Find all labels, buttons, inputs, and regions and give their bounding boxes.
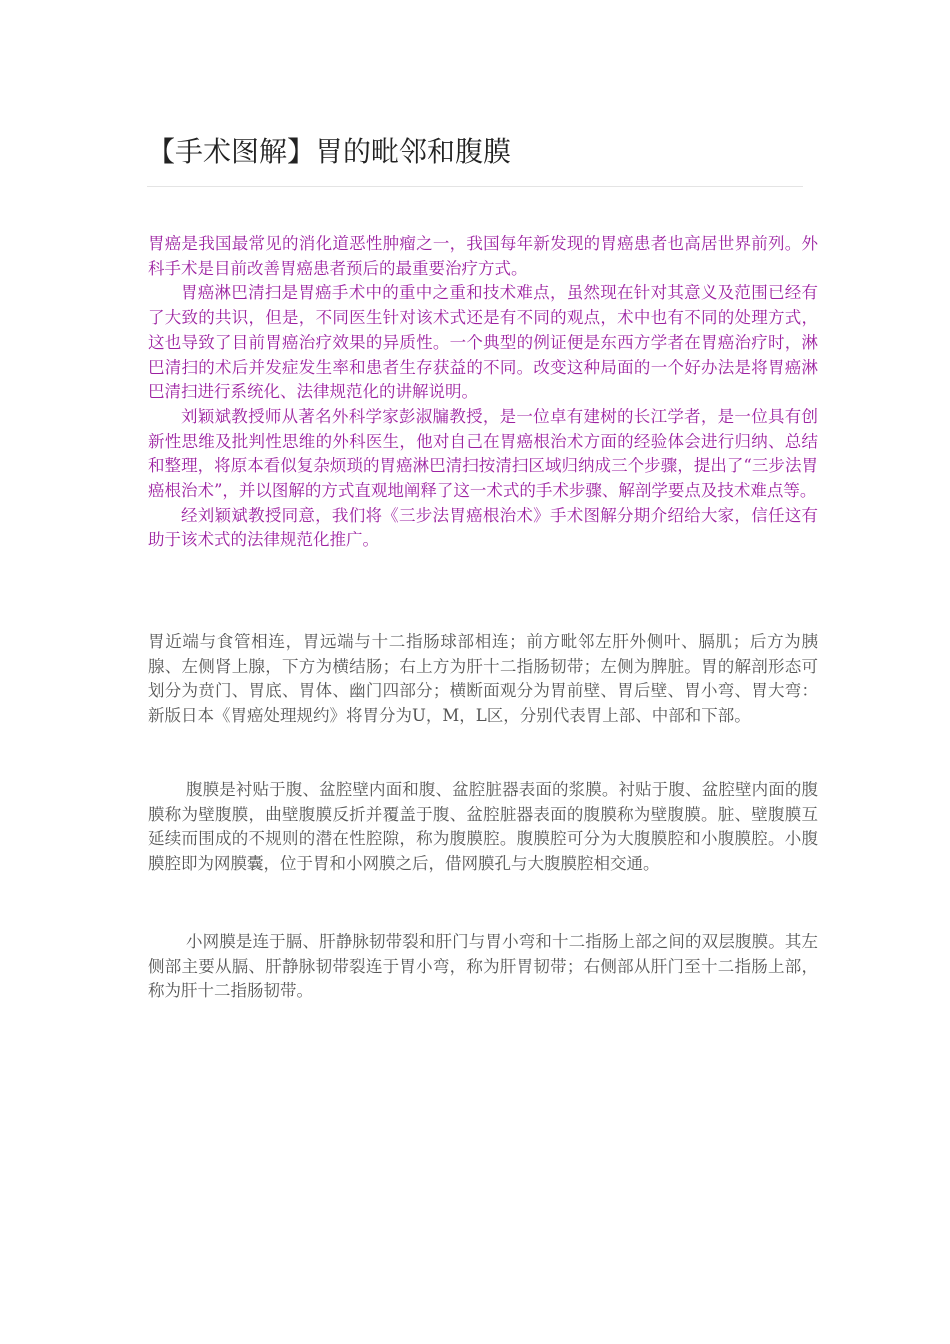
- intro-paragraph-4: 经刘颖斌教授同意，我们将《三步法胃癌根治术》手术图解分期介绍给大家，信任这有助于该术式的法律规范化推广。: [148, 505, 818, 550]
- omentum-paragraph: 小网膜是连于膈、肝静脉韧带裂和肝门与胃小弯和十二指肠上部之间的双层腹膜。其左侧部主要从膈、肝静脉韧带裂连于胃小弯，称为肝胃韧带；右侧部从肝门至十二指肠上部，称为肝十二指肠韧带。: [148, 932, 818, 1001]
- omentum-section: [148, 930, 818, 1004]
- peritoneum-paragraph: 腹膜是衬贴于腹、盆腔壁内面和腹、盆腔脏器表面的浆膜。衬贴于腹、盆腔壁内面的腹膜称为壁腹膜，曲壁腹膜反折并覆盖于腹、盆腔脏器表面的腹膜称为壁腹膜。脏、壁腹膜互延续而围成的不规则的潜在性腔隙，称为腹膜腔。腹膜腔可分为大腹膜腔和小腹膜腔。小腹膜腔即为网膜囊，位于胃和小网膜之后，借网膜孔与大腹膜腔相交通。: [148, 780, 818, 874]
- intro-paragraph-2: 胃癌淋巴清扫是胃癌手术中的重中之重和技术难点，虽然现在针对其意义及范围已经有了大致的共识，但是，不同医生针对该术式还是有不同的观点，术中也有不同的处理方式，这也导致了目前胃癌治疗效果的异质性。一个典型的例证便是东西方学者在胃癌治疗时，淋巴清扫的术后并发症发生率和患者生存获益的不同。改变这种局面的一个好办法是将胃癌淋巴清扫进行系统化、法律规范化的讲解说明。: [148, 283, 818, 402]
- anatomy-paragraph: 胃近端与食管相连，胃远端与十二指肠球部相连；前方毗邻左肝外侧叶、膈肌；后方为胰腺、左侧肾上腺，下方为横结肠；右上方为肝十二指肠韧带；左侧为脾脏。胃的解剖形态可划分为贲门、胃底、胃体、幽门四部分；横断面观分为胃前壁、胃后壁、胃小弯、胃大弯：新版日本《胃癌处理规约》将胃分为U，M，L区，分别代表胃上部、中部和下部。: [148, 632, 818, 726]
- intro-paragraph-3: 刘颖斌教授师从著名外科学家彭淑牖教授，是一位卓有建树的长江学者，是一位具有创新性思维及批判性思维的外科医生，他对自己在胃癌根治术方面的经验体会进行归纳、总结和整理，将原本看似复杂烦琐的胃癌淋巴清扫按清扫区域归纳成三个步骤，提出了“三步法胃癌根治术”，并以图解的方式直观地阐释了这一术式的手术步骤、解剖学要点及技术难点等。: [148, 406, 818, 501]
- anatomy-section: [148, 630, 818, 729]
- intro-section: [148, 232, 818, 553]
- intro-paragraph-1: 胃癌是我国最常见的消化道恶性肿瘤之一，我国每年新发现的胃癌患者也高居世界前列。外科手术是目前改善胃癌患者预后的最重要治疗方式。: [148, 234, 818, 278]
- title-divider: [147, 186, 803, 187]
- article-title: 【手术图解】胃的毗邻和腹膜: [147, 135, 512, 168]
- peritoneum-section: [148, 778, 818, 877]
